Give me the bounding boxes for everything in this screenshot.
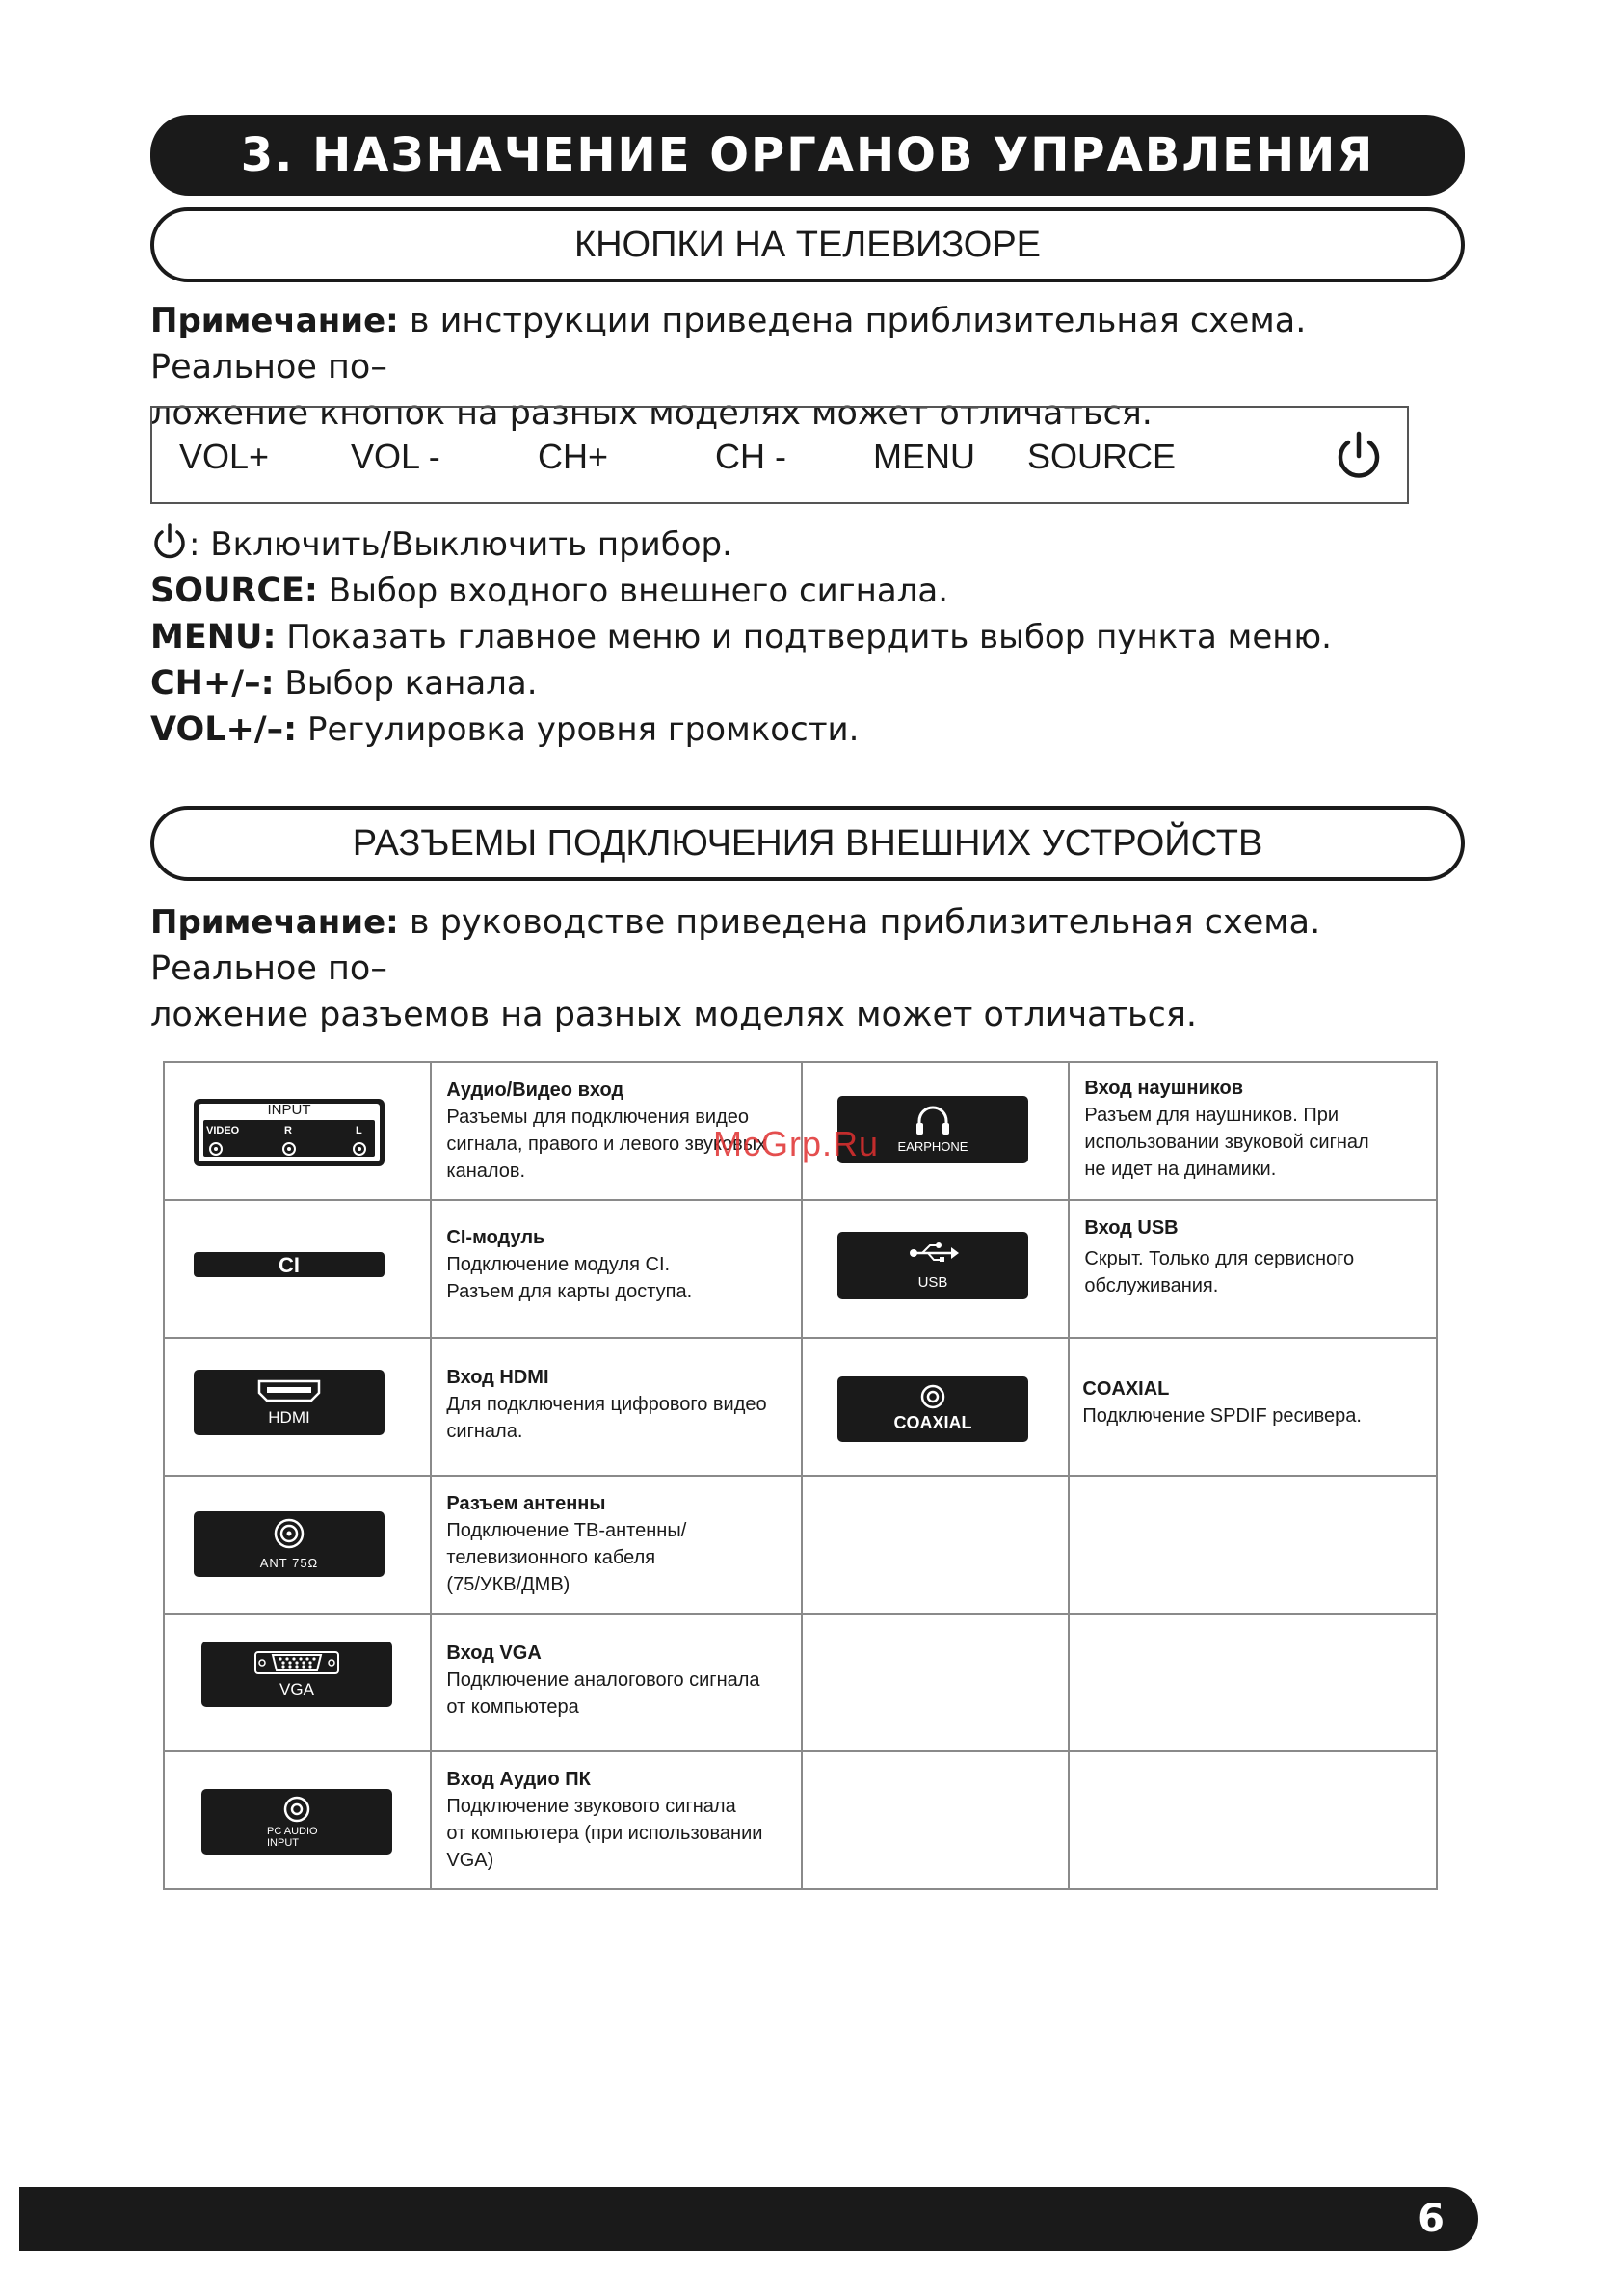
coaxial-badge: COAXIAL (837, 1376, 1028, 1442)
text-cell-earphone: Вход наушников Разъем для наушников. При использовании звуковой сигнал не идет на динамики. (1069, 1062, 1437, 1200)
note-text-line2: ложение кнопок на разных моделях может отличаться. (150, 394, 1153, 433)
watermark: McGrp.Ru (713, 1124, 880, 1163)
button-source: SOURCE (1027, 437, 1177, 476)
text-cell-av: Аудио/Видео вход Разъемы для подключения видео сигнала, правого и левого звуковых каналов. (431, 1062, 802, 1200)
port-cell-pcaudio (164, 1751, 431, 1889)
port-cell-ci (164, 1200, 431, 1338)
button-menu: MENU (873, 437, 975, 476)
port-cell-vga (164, 1614, 431, 1751)
button-ch-plus: CH+ (538, 437, 609, 476)
earphone-badge: EARPHONE (837, 1096, 1028, 1163)
antenna-jack-icon (273, 1517, 305, 1550)
button-descriptions (150, 521, 1465, 753)
port-cell-usb (802, 1200, 1069, 1338)
empty-cell (802, 1751, 1069, 1889)
desc-vol: VOL+/–: Регулировка уровня громкости. (150, 710, 860, 749)
footer-bar (19, 2187, 1478, 2251)
button-vol-minus: VOL - (351, 437, 440, 476)
vga-port-icon (253, 1649, 340, 1676)
tv-buttons-panel (150, 406, 1409, 504)
hdmi-badge: HDMI (194, 1370, 385, 1435)
empty-cell (802, 1476, 1069, 1614)
antenna-badge: ANT 75Ω (194, 1511, 385, 1577)
table-row (164, 1476, 1437, 1614)
note-connectors (150, 899, 1465, 1038)
port-cell-av (164, 1062, 431, 1200)
table-row (164, 1338, 1437, 1476)
button-vol-plus: VOL+ (179, 437, 270, 476)
note-text-line1: в инструкции приведена приблизительная схема. Реальное по– (150, 302, 1307, 387)
audio-jack-icon (282, 1795, 311, 1824)
table-row (164, 1200, 1437, 1338)
port-cell-hdmi (164, 1338, 431, 1476)
usb-icon (909, 1241, 961, 1265)
empty-cell (802, 1614, 1069, 1751)
desc-power: : Включить/Выключить прибор. (150, 521, 1465, 568)
empty-cell (1069, 1751, 1437, 1889)
text-cell-vga: Вход VGA Подключение аналогового сигнала от компьютера (431, 1614, 802, 1751)
power-icon (150, 522, 189, 561)
empty-cell (1069, 1614, 1437, 1751)
note-label: Примечание: (150, 903, 399, 942)
av-input-badge: INPUT VIDEO R L (194, 1099, 385, 1166)
text-cell-pcaudio: Вход Аудио ПК Подключение звукового сигнала от компьютера (при использовании VGA) (431, 1751, 802, 1889)
coaxial-jack-icon (919, 1383, 946, 1410)
ci-badge: CI (194, 1252, 385, 1277)
port-cell-ant (164, 1476, 431, 1614)
section-header-buttons: КНОПКИ НА ТЕЛЕВИЗОРЕ (150, 207, 1465, 282)
table-row (164, 1751, 1437, 1889)
text-cell-coaxial: COAXIAL Подключение SPDIF ресивера. (1069, 1338, 1437, 1476)
note-label: Примечание: (150, 302, 399, 340)
connectors-table (163, 1061, 1438, 1890)
vga-badge: VGA (201, 1642, 392, 1707)
table-row (164, 1614, 1437, 1751)
empty-cell (1069, 1476, 1437, 1614)
text-cell-hdmi: Вход HDMI Для подключения цифрового видео сигнала. (431, 1338, 802, 1476)
note-text-line2: ложение разъемов на разных моделях может отличаться. (150, 996, 1198, 1034)
text-cell-ant: Разъем антенны Подключение ТВ-антенны/ телевизионного кабеля (75/УКВ/ДМВ) (431, 1476, 802, 1614)
section-header-connectors: РАЗЪЕМЫ ПОДКЛЮЧЕНИЯ ВНЕШНИХ УСТРОЙСТВ (150, 806, 1465, 881)
note-text-line1: в руководстве приведена приблизительная схема. Реальное по– (150, 903, 1321, 988)
headphones-icon (913, 1102, 953, 1136)
text-cell-usb: Вход USB Скрыт. Только для сервисного обслуживания. (1069, 1200, 1437, 1338)
rca-jack-icon (194, 1099, 385, 1166)
hdmi-port-icon (257, 1379, 321, 1402)
desc-menu: MENU: Показать главное меню и подтвердить выбор пункта меню. (150, 618, 1332, 656)
port-cell-coaxial (802, 1338, 1069, 1476)
pc-audio-badge: PC AUDIO INPUT (201, 1789, 392, 1855)
page-number: 6 (1418, 2197, 1445, 2241)
desc-source: SOURCE: Выбор входного внешнего сигнала. (150, 572, 949, 610)
usb-badge: USB (837, 1232, 1028, 1299)
button-ch-minus: CH - (715, 437, 786, 476)
text-cell-ci: CI-модуль Подключение модуля CI. Разъем для карты доступа. (431, 1200, 802, 1338)
power-icon (1332, 429, 1386, 483)
page-title: 3. НАЗНАЧЕНИЕ ОРГАНОВ УПРАВЛЕНИЯ (150, 115, 1465, 196)
desc-ch: CH+/–: Выбор канала. (150, 664, 538, 703)
